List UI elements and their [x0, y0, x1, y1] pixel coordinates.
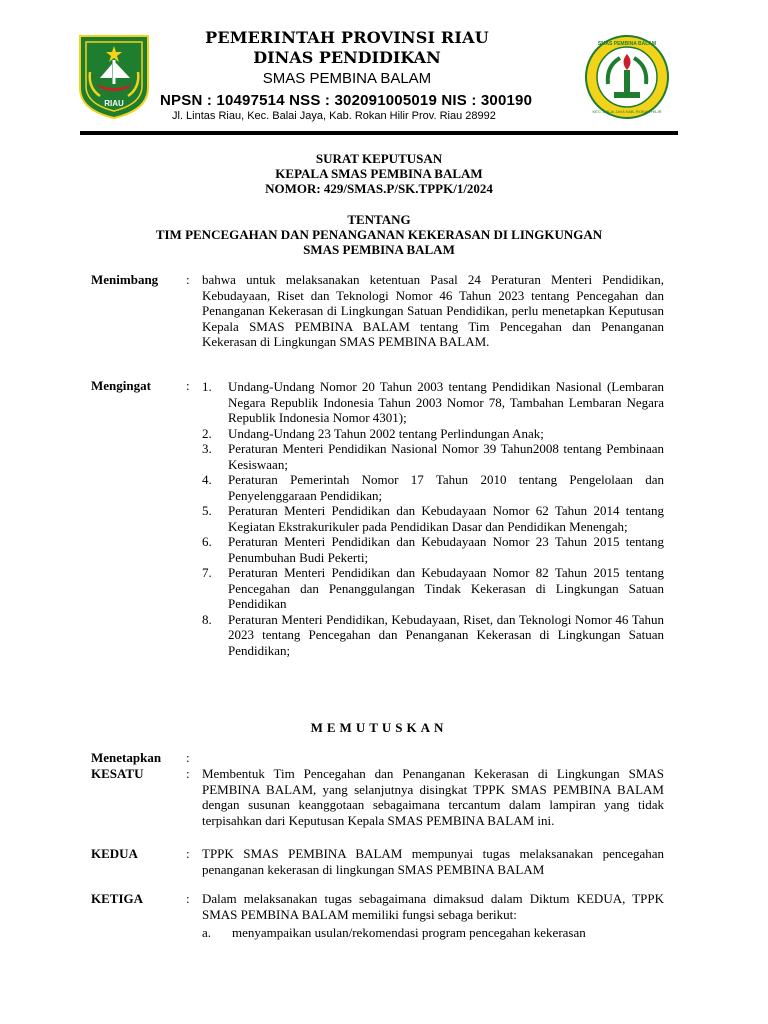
- item-text: Peraturan Menteri Pendidikan dan Kebudayaan Nomor 23 Tahun 2015 tentang Penumbuhan Budi Pekerti;: [228, 534, 664, 565]
- kesatu-label: KESATU: [91, 766, 144, 781]
- decree-type: SURAT KEPUTUSAN: [315, 151, 443, 166]
- item-text: Peraturan Menteri Pendidikan dan Kebudayaan Nomor 62 Tahun 2014 tentang Kegiatan Ekstrakurikuler pada Pendidikan Dasar dan Pendidikan Menengah;: [228, 503, 664, 534]
- letterhead: [76, 28, 680, 132]
- item-text: Undang-Undang Nomor 20 Tahun 2003 tentang Pendidikan Nasional (Lembaran Negara Republik Indonesia Tahun 2003 Nomor 78, Tambahan Lembaran Negara Republik Indonesia Nomor 4301);: [228, 379, 664, 425]
- ketiga-colon: :: [186, 891, 190, 906]
- ketiga-label: KETIGA: [91, 891, 144, 906]
- item-number: 4.: [202, 472, 212, 487]
- letterhead-divider: [80, 131, 678, 135]
- list-item: [202, 612, 664, 659]
- school-name: SMAS PEMBINA BALAM: [262, 70, 432, 87]
- list-item: [202, 472, 664, 503]
- emblem-label: RIAU: [104, 99, 124, 108]
- subject-line-1: TIM PENCEGAHAN DAN PENANGANAN KEKERASAN DI LINGKUNGAN: [155, 227, 603, 242]
- item-text: Peraturan Menteri Pendidikan Nasional Nomor 39 Tahun2008 tentang Pembinaan Kesiswaan;: [228, 441, 664, 472]
- item-text: Peraturan Menteri Pendidikan, Kebudayaan, Riset, dan Teknologi Nomor 46 Tahun 2023 tentang Pencegahan dan Penanganan Kekerasan di Lingkungan Satuan Pendidikan;: [228, 611, 664, 658]
- item-number: 3.: [202, 441, 212, 456]
- menimbang-colon: :: [186, 272, 190, 287]
- decree-issuer: KEPALA SMAS PEMBINA BALAM: [275, 166, 483, 181]
- list-item: [202, 379, 664, 426]
- list-item: [202, 426, 664, 442]
- kedua-colon: :: [186, 846, 190, 861]
- decision-heading: MEMUTUSKAN: [310, 720, 448, 735]
- item-text: Undang-Undang 23 Tahun 2002 tentang Perlindungan Anak;: [228, 425, 544, 441]
- item-number: 5.: [202, 503, 212, 518]
- office-name: DINAS PENDIDIKAN: [253, 48, 441, 67]
- decree-number: NOMOR: 429/SMAS.P/SK.TPPK/1/2024: [265, 181, 493, 196]
- riau-province-emblem: [76, 32, 152, 120]
- mengingat-colon: :: [186, 378, 190, 393]
- item-number: 6.: [202, 534, 212, 549]
- kedua-text: TPPK SMAS PEMBINA BALAM mempunyai tugas melaksanakan pencegahan penanganan kekerasan di lingkungan SMAS PEMBINA BALAM: [202, 846, 664, 877]
- list-item: [202, 565, 664, 612]
- item-number: 2.: [202, 425, 212, 441]
- menetapkan-label: Menetapkan: [91, 750, 162, 765]
- item-text: Peraturan Pemerintah Nomor 17 Tahun 2010 tentang Pengelolaan dan Penyelenggaraan Pendidikan;: [228, 472, 664, 503]
- kedua-label: KEDUA: [91, 846, 138, 861]
- legal-basis-list: [202, 379, 664, 658]
- item-text: Peraturan Menteri Pendidikan dan Kebudayaan Nomor 82 Tahun 2015 tentang Pencegahan dan Penanggulangan Tindak Kekerasan di Lingkungan Satuan Pendidikan: [228, 565, 664, 611]
- school-logo-bottom-text: KEC. BALAI JAYA KAB. ROKAN HILIR: [592, 109, 662, 114]
- school-codes: NPSN : 10497514 NSS : 302091005019 NIS : 300190: [160, 92, 533, 109]
- subject-line-2: SMAS PEMBINA BALAM: [303, 242, 455, 257]
- decree-subject: [80, 212, 678, 257]
- sub-item-text: menyampaikan usulan/rekomendasi program pencegahan kekerasan: [232, 925, 586, 940]
- ketiga-sub-item: [202, 925, 586, 941]
- list-item: [202, 441, 664, 472]
- subject-heading: TENTANG: [347, 212, 411, 227]
- decree-title: [80, 151, 678, 196]
- mengingat-label: Mengingat: [91, 378, 151, 393]
- list-item: [202, 534, 664, 565]
- sub-item-letter: a.: [202, 925, 212, 940]
- school-address: Jl. Lintas Riau, Kec. Balai Jaya, Kab. Rokan Hilir Prov. Riau 28992: [172, 110, 496, 122]
- kesatu-colon: :: [186, 766, 190, 781]
- item-number: 7.: [202, 565, 212, 580]
- school-logo: [584, 34, 670, 120]
- menimbang-text: bahwa untuk melaksanakan ketentuan Pasal 24 Peraturan Menteri Pendidikan, Kebudayaan, Riset dan Teknologi Nomor 46 Tahun 2023 tentang Pencegahan dan Penanganan Kekerasan di Lingkungan Satuan Pendidikan, perlu menetapkan Keputusan Kepala SMAS PEMBINA BALAM tentang Tim Pencegahan dan Penanganan Kekerasan di Lingkungan SMAS PEMBINA BALAM.: [202, 272, 664, 349]
- ketiga-text: Dalam melaksanakan tugas sebagaimana dimaksud dalam Diktum KEDUA, TPPK SMAS PEMBINA BALAM memiliki fungsi sebaga berikut:: [202, 891, 664, 922]
- school-logo-top-text: SMAS PEMBINA BALAM: [597, 41, 657, 47]
- menetapkan-colon: :: [186, 750, 190, 765]
- item-number: 1.: [202, 379, 212, 394]
- list-item: [202, 503, 664, 534]
- government-name: PEMERINTAH PROVINSI RIAU: [205, 28, 489, 47]
- menimbang-label: Menimbang: [91, 272, 159, 287]
- kesatu-text: Membentuk Tim Pencegahan dan Penanganan Kekerasan di Lingkungan SMAS PEMBINA BALAM, yang selanjutnya disingkat TPPK SMAS PEMBINA BALAM dengan susunan keanggotaan sebagaimana tercantum dalam lampiran yang tidak terpisahkan dari Keputusan Kepala SMAS PEMBINA BALAM ini.: [202, 766, 664, 828]
- letterhead-titles: [160, 28, 534, 89]
- item-number: 8.: [202, 611, 212, 627]
